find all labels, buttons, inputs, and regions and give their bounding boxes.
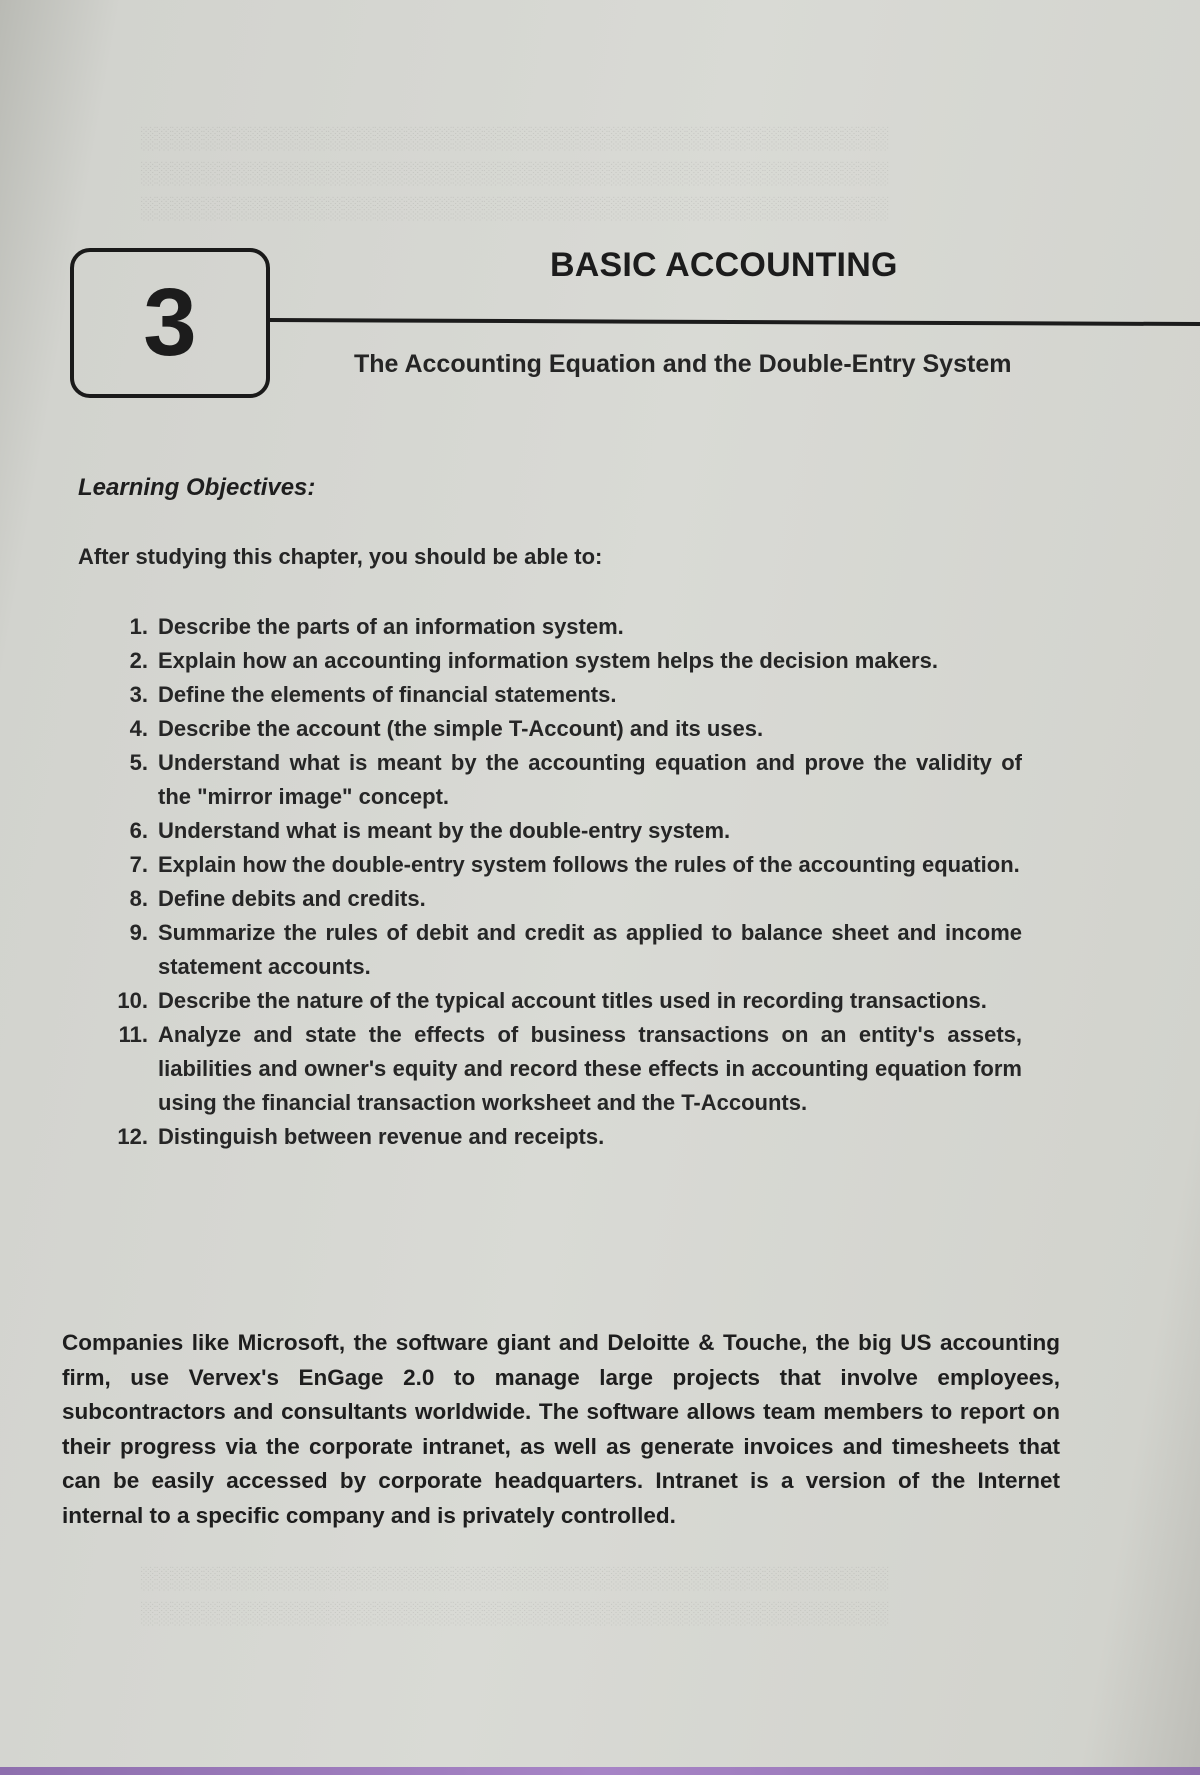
objective-number: 1. <box>129 614 148 639</box>
objective-item <box>100 712 1022 746</box>
objective-number: 9. <box>129 920 148 945</box>
show-through-text-bottom: ░░░░░░░░░░░░░░░░░░░░░░░░░░░░░░░░░░░░░░░░░░░░░░░░ ░░░░░░░░░░░░░░░░░░░░░░░░░░░░░░░░░░░░░░░░░░░░░░░░ <box>140 1565 889 1625</box>
chapter-number: 3 <box>143 269 197 376</box>
chapter-divider-line <box>270 318 1200 326</box>
objective-number: 6. <box>129 818 148 843</box>
objective-number: 5. <box>129 750 148 775</box>
chapter-subtitle: The Accounting Equation and the Double-Entry System <box>354 350 1012 378</box>
learning-objectives-intro: After studying this chapter, you should be able to: <box>78 544 603 569</box>
show-through-text: ░░░░░░░░░░░░░░░░░░░░░░░░░░░░░░░░░░░░░░░░░░░░░░░░ ░░░░░░░░░░░░░░░░░░░░░░░░░░░░░░░░░░░░░░░░░░░░░░░░ ░░░░░░░░░░░░░░░░░░░░░░░░░░░░░░░░░░░░░░░░░░░░░░░░ <box>140 125 889 220</box>
objective-number: 8. <box>129 886 148 911</box>
objective-item <box>100 916 1022 984</box>
objective-item <box>100 814 1022 848</box>
learning-objectives-list <box>100 610 1022 1154</box>
objective-text: Describe the nature of the typical account titles used in recording transactions. <box>158 988 987 1013</box>
objective-item <box>100 678 1022 712</box>
objective-number: 3. <box>129 682 148 707</box>
objective-text: Describe the account (the simple T-Account) and its uses. <box>158 716 764 741</box>
objective-text: Summarize the rules of debit and credit as applied to balance sheet and income statement accounts. <box>158 920 1022 979</box>
chapter-title: BASIC ACCOUNTING <box>550 246 898 284</box>
objective-number: 2. <box>129 648 148 673</box>
objective-item <box>100 882 1022 916</box>
objective-number: 4. <box>129 716 148 741</box>
objective-item <box>100 1120 1022 1154</box>
chapter-number-box <box>70 248 270 398</box>
objective-item <box>100 848 1022 882</box>
page-edge-band <box>0 1767 1200 1775</box>
learning-objectives-heading: Learning Objectives: <box>78 474 316 501</box>
objective-text: Understand what is meant by the double-entry system. <box>158 818 731 843</box>
objective-text: Analyze and state the effects of business transactions on an entity's assets, liabilities and owner's equity and record these effects in accounting equation form using the financial transaction worksheet and the T-Accounts. <box>158 1022 1022 1115</box>
objective-text: Define debits and credits. <box>158 886 426 911</box>
objective-text: Understand what is meant by the accounting equation and prove the validity of the "mirror image" concept. <box>158 750 1022 809</box>
objective-item <box>100 610 1022 644</box>
objective-text: Define the elements of financial statements. <box>158 682 617 707</box>
objective-text: Describe the parts of an information system. <box>158 614 624 639</box>
objective-item <box>100 1018 1022 1120</box>
intro-paragraph: Companies like Microsoft, the software giant and Deloitte & Touche, the big US accounting firm, use Vervex's EnGage 2.0 to manage large projects that involve employees, subcontractors and consultants worldwide. The software allows team members to report on their progress via the corporate intranet, as well as generate invoices and timesheets that can be easily accessed by corporate headquarters. Intranet is a version of the Internet internal to a specific company and is privately controlled. <box>62 1330 1060 1528</box>
objective-number: 7. <box>129 852 148 877</box>
objective-text: Explain how an accounting information system helps the decision makers. <box>158 648 938 673</box>
objective-item <box>100 746 1022 814</box>
objective-text: Distinguish between revenue and receipts. <box>158 1124 605 1149</box>
objective-number: 12. <box>117 1124 148 1149</box>
objective-item <box>100 644 1022 678</box>
objective-item <box>100 984 1022 1018</box>
objective-text: Explain how the double-entry system follows the rules of the accounting equation. <box>158 852 1020 877</box>
objective-number: 10. <box>117 988 148 1013</box>
objective-number: 11. <box>118 1022 148 1047</box>
